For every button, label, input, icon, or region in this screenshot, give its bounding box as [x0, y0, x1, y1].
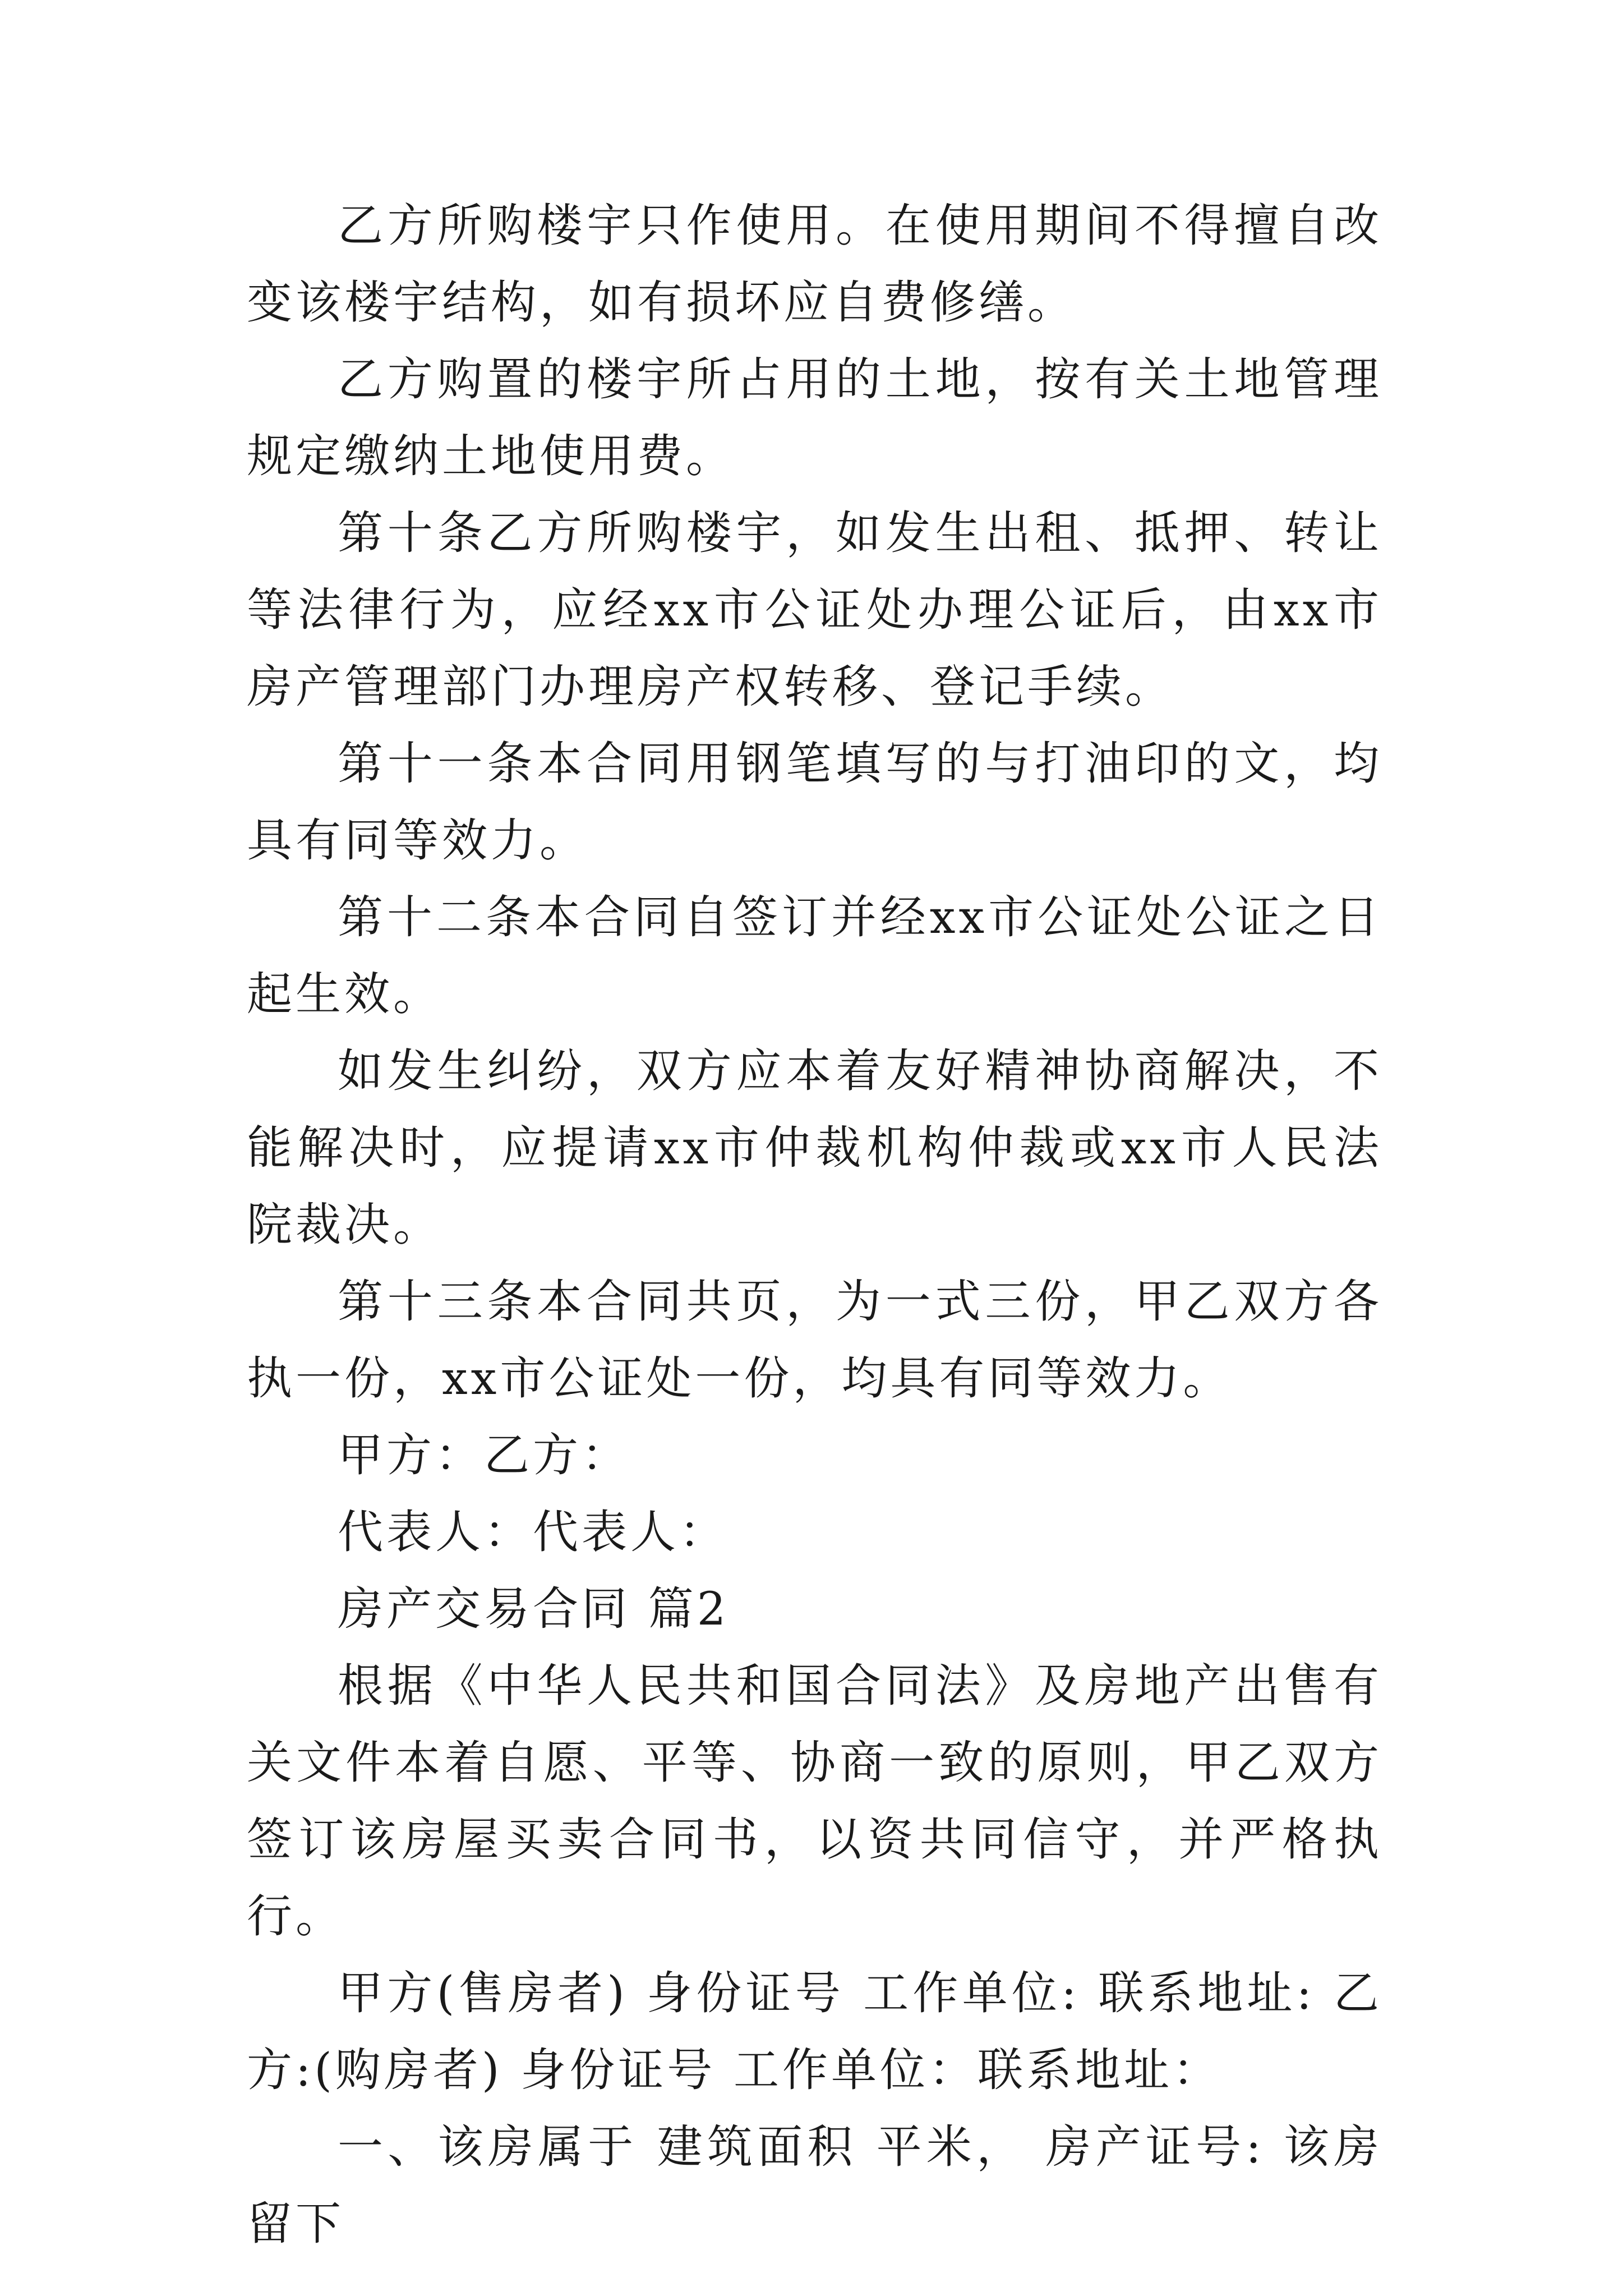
paragraph-clause-1: 一、该房属于 建筑面积 平米， 房产证号: 该房留下 [247, 2121, 1382, 2251]
paragraph-parties: 甲方：乙方： [338, 1429, 631, 1482]
paragraph-land-fee: 乙方购置的楼宇所占用的土地，按有关土地管理规定缴纳土地使用费。 [247, 353, 1382, 483]
paragraph-article-10: 第十条乙方所购楼宇，如发生出租、抵押、转让等法律行为，应经xx市公证处办理公证后，由xx市房产管理部门办理房产权转移、登记手续。 [247, 507, 1382, 714]
paragraph-article-12: 第十二条本合同自签订并经xx市公证处公证之日起生效。 [247, 891, 1382, 1021]
document-body [247, 188, 1382, 2263]
paragraph-dispute: 如发生纠纷，双方应本着友好精神协商解决，不能解决时，应提请xx市仲裁机构仲裁或xx市人民法院裁决。 [247, 1045, 1382, 1251]
paragraph-party-info: 甲方(售房者) 身份证号 工作单位: 联系地址: 乙方:(购房者) 身份证号 工作单位：联系地址： [247, 1967, 1382, 2097]
paragraph-article-11: 第十一条本合同用钢笔填写的与打油印的文，均具有同等效力。 [247, 738, 1382, 867]
paragraph-article-13: 第十三条本合同共页，为一式三份，甲乙双方各执一份，xx市公证处一份，均具有同等效力。 [247, 1276, 1382, 1405]
paragraph-preamble: 根据《中华人民共和国合同法》及房地产出售有关文件本着自愿、平等、协商一致的原则，甲乙双方签订该房屋买卖合同书，以资共同信守，并严格执行。 [247, 1660, 1382, 1943]
section-heading: 房产交易合同 篇2 [338, 1583, 730, 1636]
paragraph-usage-restriction: 乙方所购楼宇只作使用。在使用期间不得擅自改变该楼宇结构，如有损坏应自费修缮。 [247, 200, 1382, 329]
paragraph-representatives: 代表人：代表人： [338, 1506, 728, 1559]
